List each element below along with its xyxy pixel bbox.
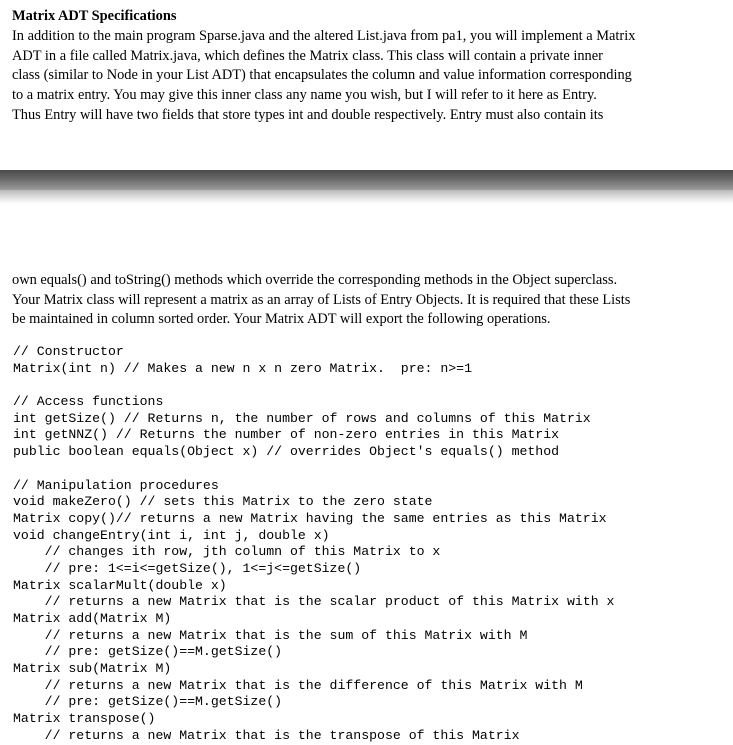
code-line: // pre: getSize()==M.getSize() <box>13 644 283 660</box>
page-break-shadow <box>0 190 733 204</box>
code-line: // returns a new Matrix that is the transpose of this Matrix <box>13 727 520 743</box>
code-line: Matrix scalarMult(double x) <box>13 577 227 593</box>
continuation-paragraph <box>12 271 722 330</box>
intro-line: ADT in a file called Matrix.java, which defines the Matrix class. This class will contain a private inner <box>12 47 603 64</box>
intro-line: class (similar to Node in your List ADT) that encapsulates the column and value information corresponding <box>12 67 632 84</box>
code-line: public boolean equals(Object x) // overrides Object's equals() method <box>13 444 560 460</box>
continuation-line: own equals() and toString() methods which override the corresponding methods in the Object superclass. <box>12 272 618 288</box>
page-break-divider <box>0 170 733 190</box>
code-listing <box>13 344 614 745</box>
code-line: int getSize() // Returns n, the number of rows and columns of this Matrix <box>13 410 591 426</box>
code-line: Matrix sub(Matrix M) <box>13 661 172 677</box>
intro-line: to a matrix entry. You may give this inner class any name you wish, but I will refer to it here as Entry. <box>12 87 597 104</box>
code-line: // Access functions <box>13 394 164 410</box>
code-line <box>13 461 614 478</box>
intro-line: In addition to the main program Sparse.java and the altered List.java from pa1, you will implement a Matrix <box>12 28 636 44</box>
code-line: Matrix add(Matrix M) <box>13 611 172 626</box>
code-line: void makeZero() // sets this Matrix to the zero state <box>13 494 433 510</box>
code-line: Matrix(int n) // Makes a new n x n zero Matrix. pre: n>=1 <box>13 360 472 376</box>
code-line: // returns a new Matrix that is the scalar product of this Matrix with x <box>13 594 615 610</box>
section-heading: Matrix ADT Specifications <box>12 8 177 24</box>
code-line <box>13 377 614 394</box>
continuation-line: Your Matrix class will represent a matrix as an array of Lists of Entry Objects. It is required that these Lists <box>12 291 631 308</box>
code-line: Matrix copy()// returns a new Matrix having the same entries as this Matrix <box>13 510 607 526</box>
intro-paragraph <box>12 27 712 126</box>
intro-line: Thus Entry will have two fields that store types int and double respectively. Entry must also contain its <box>12 106 604 123</box>
code-line: // returns a new Matrix that is the sum of this Matrix with M <box>13 627 528 643</box>
code-line: int getNNZ() // Returns the number of non-zero entries in this Matrix <box>13 427 560 443</box>
code-line: Matrix transpose() <box>13 711 156 727</box>
code-line: // changes ith row, jth column of this Matrix to x <box>13 544 441 560</box>
code-line: // Manipulation procedures <box>13 477 219 493</box>
continuation-line: be maintained in column sorted order. Your Matrix ADT will export the following operations. <box>12 311 551 328</box>
code-line: // returns a new Matrix that is the difference of this Matrix with M <box>13 677 583 693</box>
code-line: // Constructor <box>13 344 124 359</box>
code-line: // pre: 1<=i<=getSize(), 1<=j<=getSize() <box>13 560 362 576</box>
code-line: void changeEntry(int i, int j, double x) <box>13 527 330 543</box>
code-line: // pre: getSize()==M.getSize() <box>13 694 283 710</box>
